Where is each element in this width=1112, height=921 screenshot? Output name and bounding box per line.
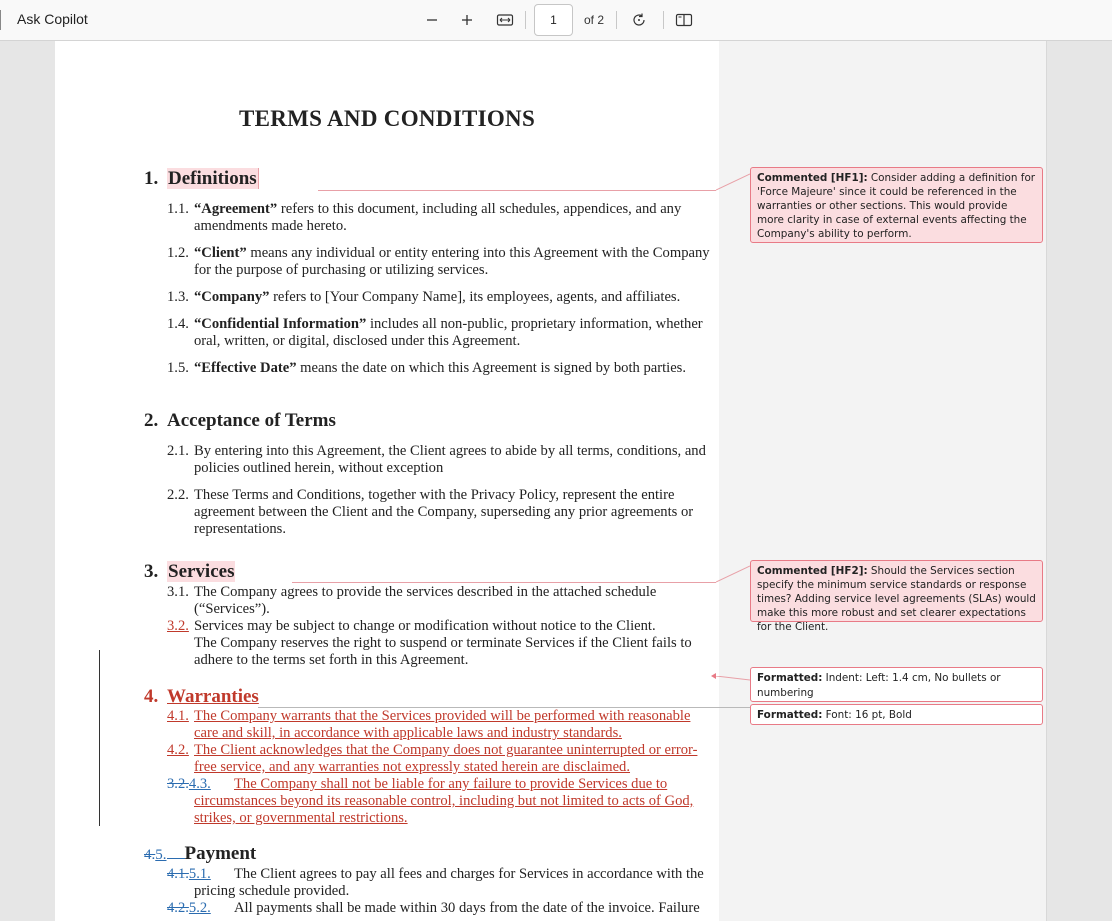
- toolbar-divider: [0, 10, 1, 30]
- zoom-out-icon: [425, 13, 439, 27]
- section-heading-services: 3. Services: [144, 561, 235, 582]
- list-item: 2.1. By entering into this Agreement, the Client agrees to abide by all terms, conditions, and policies outlined herein, without exception: [167, 443, 706, 476]
- list-item: 1.1. “Agreement” refers to this document, including all schedules, appendices, and any amendments made hereto.: [167, 201, 682, 234]
- page-number-input[interactable]: 1: [534, 4, 573, 36]
- zoom-in-button[interactable]: [454, 8, 480, 32]
- list-item: 1.2. “Client” means any individual or entity entering into this Agreement with the Company for the purpose of purchasing or utilizing services.: [167, 245, 710, 278]
- toolbar-separator: [616, 11, 617, 29]
- list-item: 4.2. The Client acknowledges that the Company does not guarantee uninterrupted or error-free service, and any warranties not expressly stated herein are disclaimed.: [167, 742, 698, 775]
- comment-connector: [716, 173, 750, 191]
- comment-connector: [716, 565, 750, 583]
- page-view-button[interactable]: [671, 8, 697, 32]
- comment-anchor-hf2[interactable]: Services: [168, 561, 235, 582]
- ask-copilot-button[interactable]: Ask Copilot: [17, 11, 88, 27]
- zoom-in-icon: [460, 13, 474, 27]
- comment-connector: [292, 582, 716, 583]
- section-heading-acceptance: 2. Acceptance of Terms: [144, 410, 336, 431]
- comment-connector: [318, 190, 716, 191]
- page-count-label: of 2: [584, 13, 605, 27]
- toolbar-separator: [525, 11, 526, 29]
- document-title: TERMS AND CONDITIONS: [238, 106, 536, 131]
- list-item: The Company reserves the right to suspend or terminate Services if the Client fails to adhere to the terms set forth in this Agreement.: [194, 635, 692, 668]
- section-heading-warranties: 4. Warranties: [144, 686, 259, 707]
- zoom-out-button[interactable]: [419, 8, 445, 32]
- list-item: 4.1.5.1. The Client agrees to pay all fees and charges for Services in accordance with the pricing schedule provided.: [167, 866, 704, 899]
- list-item: 3.2. Services may be subject to change or modification without notice to the Client.: [167, 618, 656, 634]
- format-connector: [258, 707, 750, 708]
- list-item: 1.4. “Confidential Information” includes all non-public, proprietary information, whether oral, written, or digital, disclosed under this Agreement.: [167, 316, 703, 349]
- rotate-button[interactable]: [626, 8, 652, 32]
- list-item: 3.2.4.3. The Company shall not be liable for any failure to provide Services due to circumstances beyond its reasonable control, including but not limited to acts of God, strikes, or governmental restrictions.: [167, 776, 694, 826]
- list-item: 4.2.5.2. All payments shall be made within 30 days from the date of the invoice. Failure: [167, 900, 700, 916]
- change-bar: [99, 650, 100, 826]
- format-connector: [716, 676, 750, 682]
- list-item: 2.2. These Terms and Conditions, together with the Privacy Policy, represent the entire agreement between the Client and the Company, superseding any prior agreements or representations.: [167, 487, 694, 537]
- pdf-toolbar: [0, 0, 1112, 41]
- list-item: 1.5. “Effective Date” means the date on which this Agreement is signed by both parties.: [167, 360, 687, 376]
- comment-anchor-hf1[interactable]: Definitions: [168, 168, 257, 189]
- list-item: 3.1. The Company agrees to provide the services described in the attached schedule (“Services”).: [167, 584, 657, 617]
- list-item: 4.1. The Company warrants that the Services provided will be performed with reasonable care and skill, in accordance with applicable laws and industry standards.: [167, 708, 691, 741]
- list-item: 1.3. “Company” refers to [Your Company Name], its employees, agents, and affiliates.: [167, 289, 681, 305]
- toolbar-separator: [663, 11, 664, 29]
- document-page: [55, 41, 719, 921]
- section-heading-definitions: 1. Definitions: [144, 168, 257, 189]
- fit-width-icon: [496, 13, 514, 27]
- page-view-icon: [675, 13, 693, 27]
- rotate-icon: [631, 12, 647, 28]
- section-heading-payment: 4.5. Payment: [144, 843, 257, 864]
- format-change-indent[interactable]: Formatted: Indent: Left: 1.4 cm, No bullets or numbering: [750, 667, 1043, 702]
- format-change-font[interactable]: Formatted: Font: 16 pt, Bold: [750, 704, 1043, 725]
- comment-hf1[interactable]: Commented [HF1]: Consider adding a definition for 'Force Majeure' since it could be referenced in the warranties or other sections. This would provide more clarity in case of external events affecting the Company's ability to perform.: [750, 167, 1043, 243]
- comment-hf2[interactable]: Commented [HF2]: Should the Services section specify the minimum service standards or response times? Adding service level agreements (SLAs) would make this more robust and set clearer expectations for the Client.: [750, 560, 1043, 622]
- fit-width-button[interactable]: [492, 8, 518, 32]
- margin-edge: [1046, 41, 1047, 921]
